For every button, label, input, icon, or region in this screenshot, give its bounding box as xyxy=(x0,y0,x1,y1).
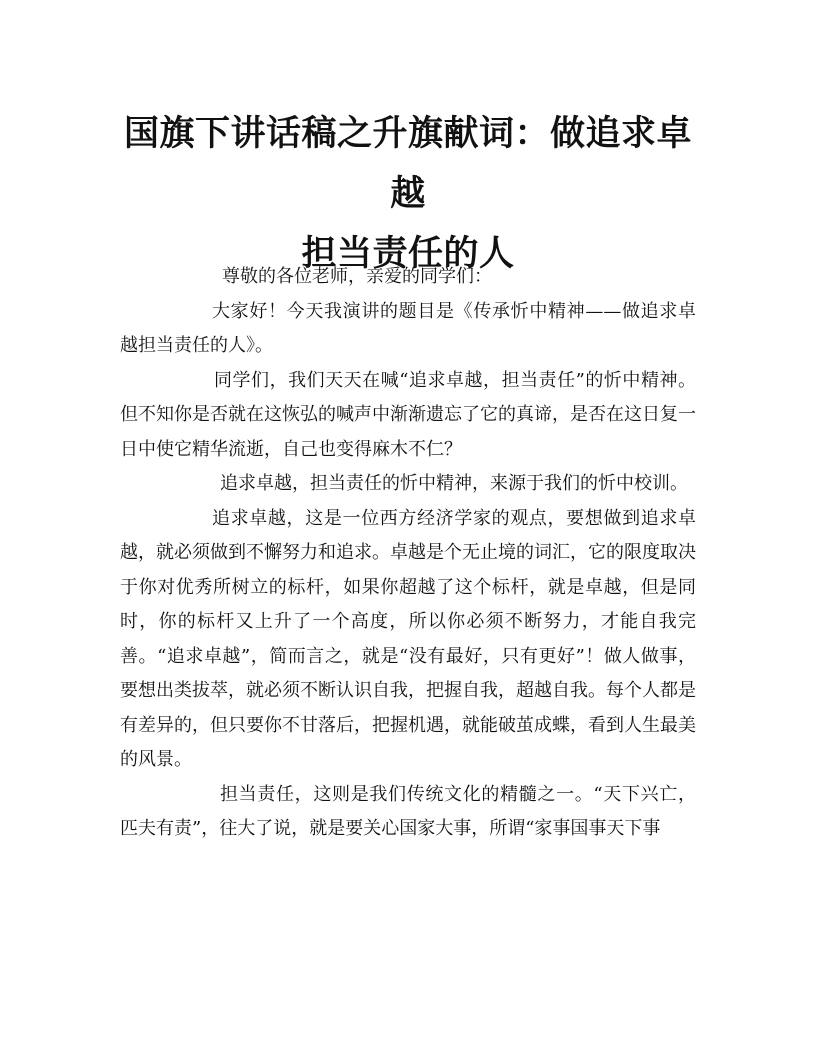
document-body xyxy=(120,260,696,847)
title-line-2: 担当责任的人 xyxy=(301,233,515,274)
body-paragraph: 追求卓越，这是一位西方经济学家的观点，要想做到追求卓越，就必须做到不懈努力和追求。卓越是个无止境的词汇，它的限度取决于你对优秀所树立的标杆，如果你超越了这个标杆，就是卓越，但是同时，你的标杆又上升了一个高度，所以你必须不断努力，才能自我完善。“追求卓越”，简而言之，就是“没有最好，只有更好”！做人做事，要想出类拔萃，就必须不断认识自我，把握自我，超越自我。每个人都是有差异的，但只要你不甘落后，把握机遇，就能破茧成蝶，看到人生最美的风景。 xyxy=(120,507,696,770)
body-paragraph: 同学们，我们天天在喊“追求卓越，担当责任”的忻中精神。但不知你是否就在这恢弘的喊声中渐渐遗忘了它的真谛，是否在这日复一日中使它精华流逝，自己也变得麻木不仁？ xyxy=(120,369,696,460)
body-paragraph: 追求卓越，担当责任的忻中精神，来源于我们的忻中校训。 xyxy=(220,473,688,494)
document-title xyxy=(110,104,706,284)
title-line-1: 国旗下讲话稿之升旗献词：做追求卓越 xyxy=(123,113,692,214)
salutation-paragraph: 尊敬的各位老师，亲爱的同学们： xyxy=(222,266,492,287)
body-paragraph: 担当责任，这则是我们传统文化的精髓之一。“天下兴亡，匹夫有责”，往大了说，就是要关心国家大事，所谓“家事国事天下事 xyxy=(120,783,696,839)
greeting-paragraph: 大家好！今天我演讲的题目是《传承忻中精神——做追求卓越担当责任的人》。 xyxy=(120,300,696,356)
